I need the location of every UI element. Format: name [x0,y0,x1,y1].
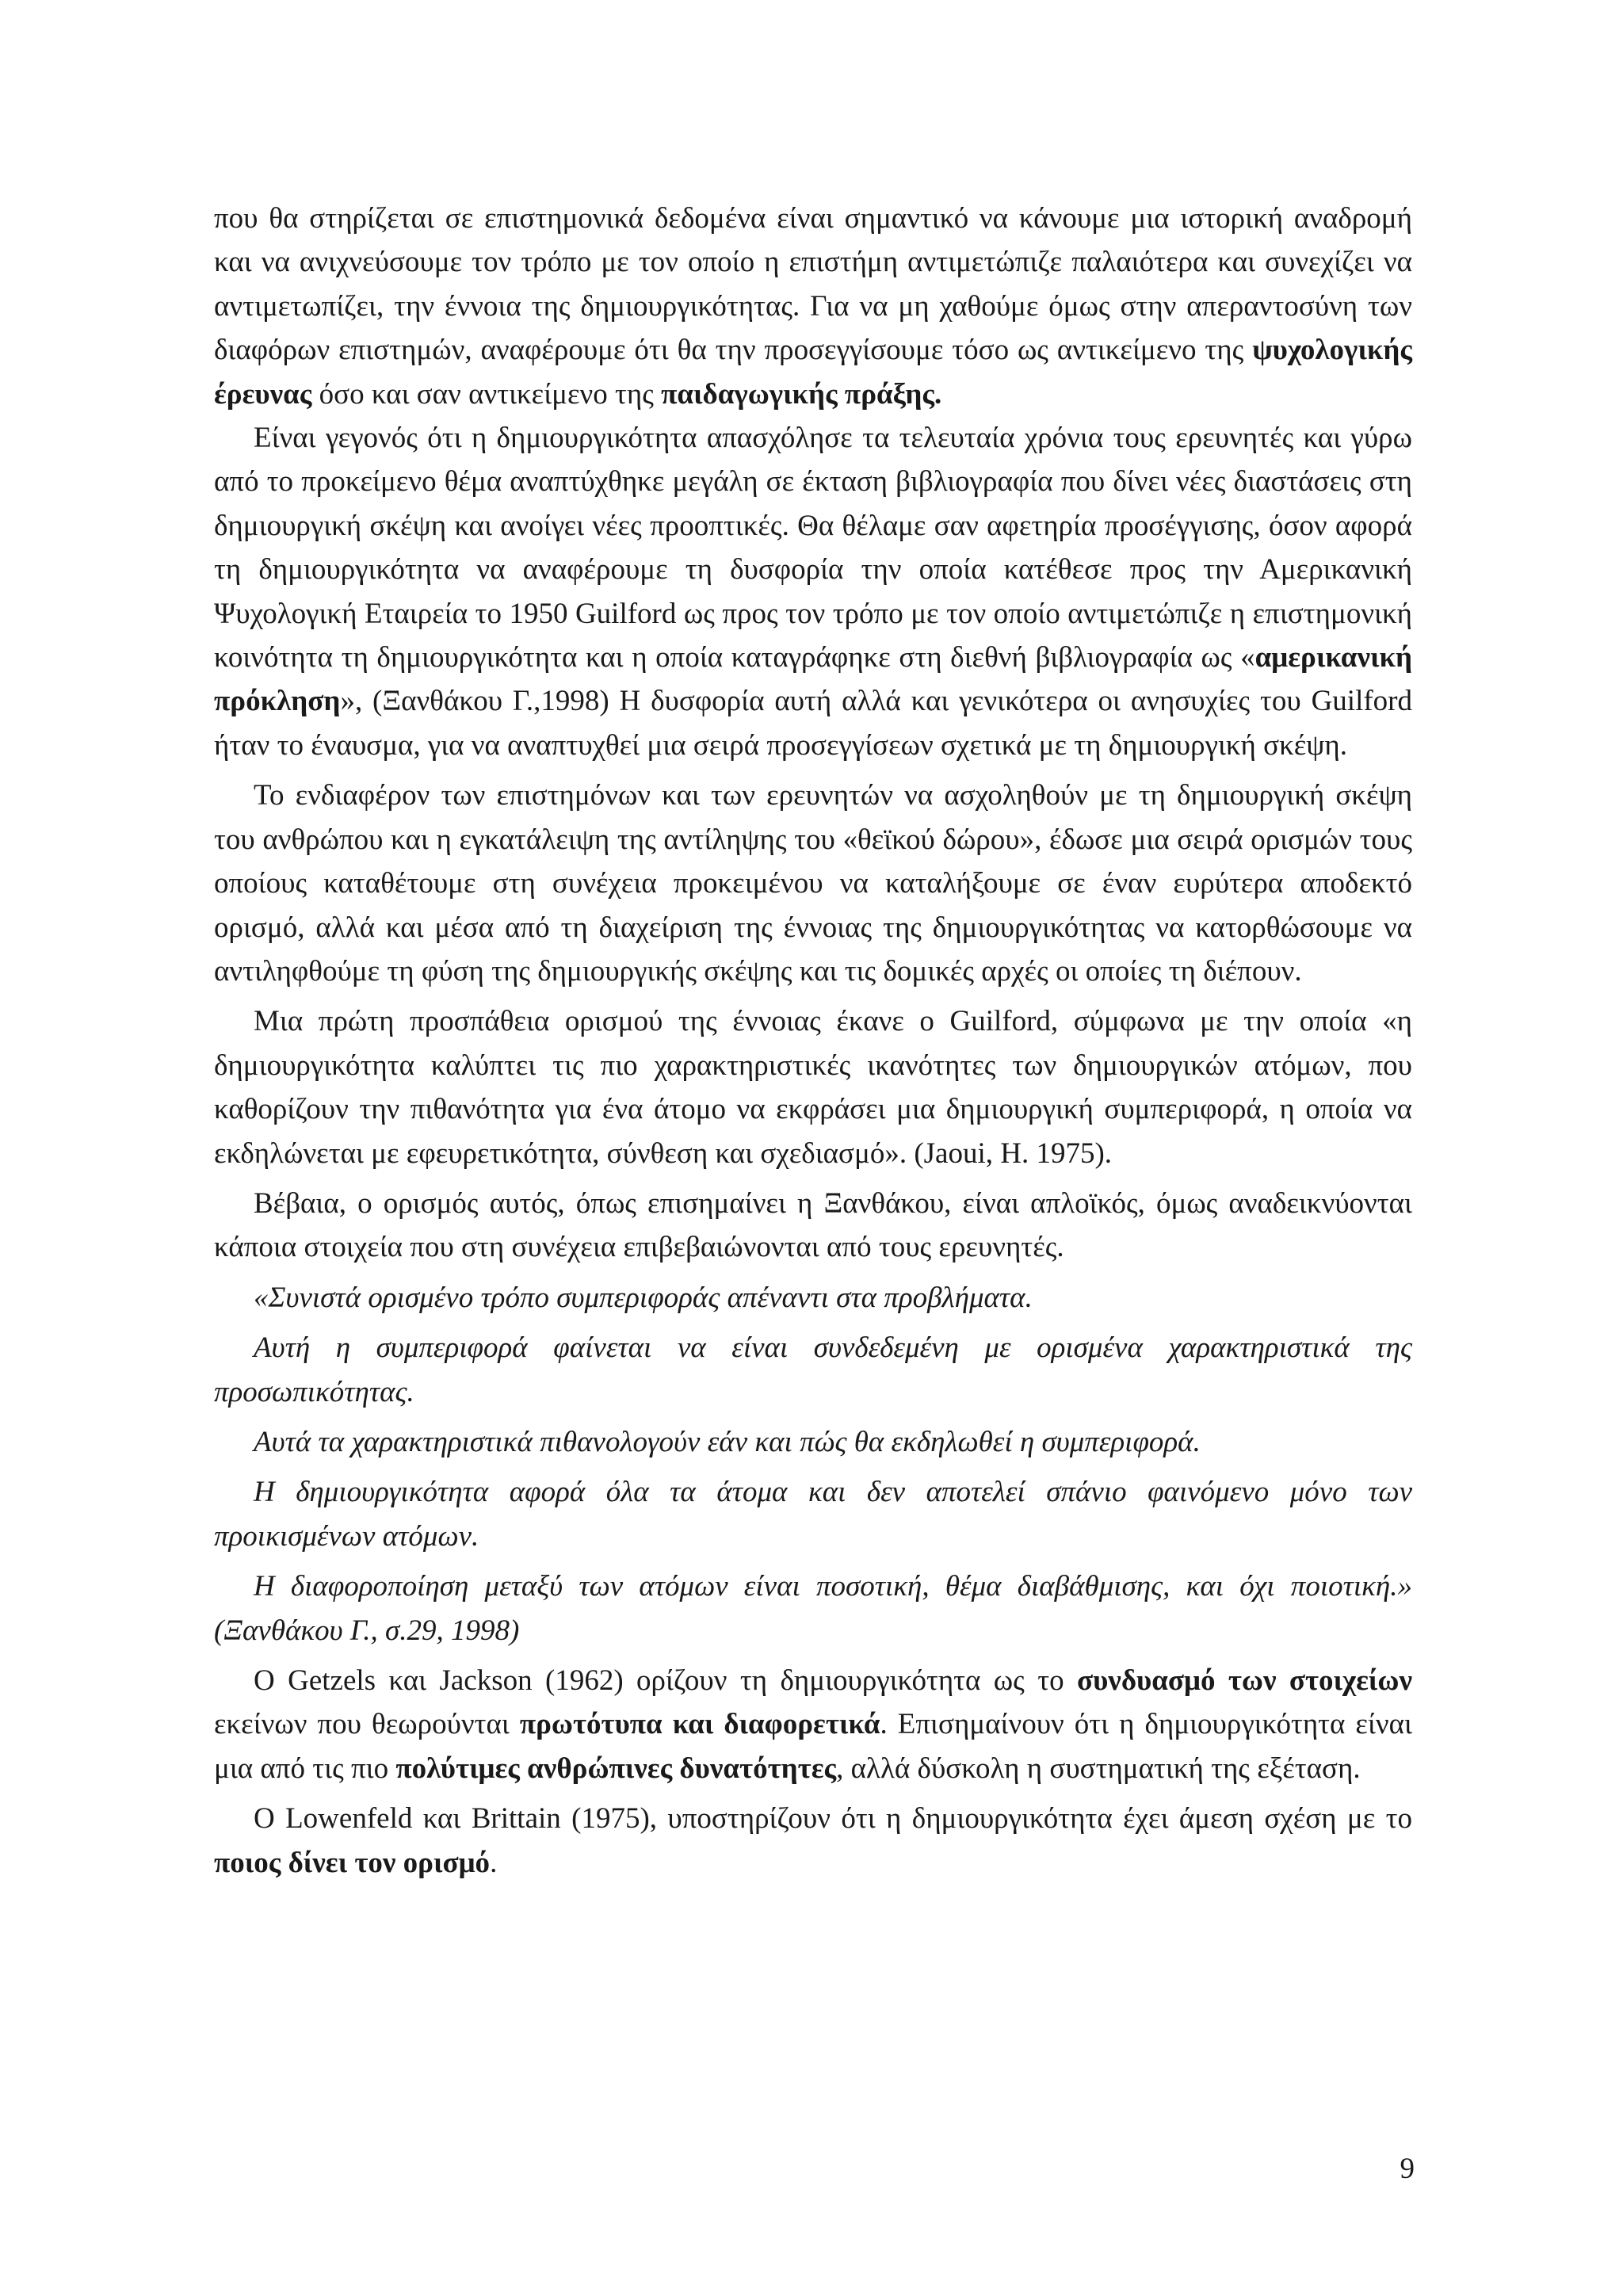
paragraph-4: Μια πρώτη προσπάθεια ορισμού της έννοιας έκανε ο Guilford, σύμφωνα με την οποία «η δημιουργικότητα καλύπτει τις πιο χαρακτηριστικές ικανότητες των δημιουργικών ατόμων, που καθορίζουν την πιθανότητα για ένα άτομο να εκφράσει μια δημιουργική συμπεριφορά, η οποία να εκδηλώνεται με εφευρετικότητα, σύνθεση και σχεδιασμό». (Jaoui, H. 1975). [214,1005,1412,1170]
paragraph-6: Ο Getzels και Jackson (1962) ορίζουν τη δημιουργικότητα ως το συνδυασμό των στοιχείων εκείνων που θεωρούνται πρωτότυπα και διαφορετικά. Επισημαίνουν ότι η δημιουργικότητα είναι μια από τις πιο πολύτιμες ανθρώπινες δυνατότητες, αλλά δύσκολη η συστηματική της εξέταση. [214,1664,1412,1785]
page-body [214,197,1412,1885]
page-number: 9 [1400,2153,1415,2185]
bold-term: αμερικανική πρόκληση [214,641,1412,718]
bold-term: ποιος δίνει τον ορισμό [214,1846,491,1879]
bold-term: πολύτιμες ανθρώπινες δυνατότητες [395,1752,837,1785]
quote-line-1: «Συνιστά ορισμένο τρόπο συμπεριφοράς απέναντι στα προβλήματα. [254,1281,1033,1314]
paragraph-2: Είναι γεγονός ότι η δημιουργικότητα απασχόλησε τα τελευταία χρόνια τους ερευνητές και γύρω από το προκείμενο θέμα αναπτύχθηκε μεγάλη σε έκταση βιβλιογραφία που δίνει νέες διαστάσεις στη δημιουργική σκέψη και ανοίγει νέες προοπτικές. Θα θέλαμε σαν αφετηρία προσέγγισης, όσον αφορά τη δημιουργικότητα να αναφέρουμε τη δυσφορία την οποία κατέθεσε προς την Αμερικανική Ψυχολογική Εταιρεία το 1950 Guilford ως προς τον τρόπο με τον οποίο αντιμετώπιζε η επιστημονική κοινότητα τη δημιουργικότητα και η οποία καταγράφηκε στη διεθνή βιβλιογραφία ως «αμερικανική πρόκληση», (Ξανθάκου Γ.,1998) Η δυσφορία αυτή αλλά και γενικότερα οι ανησυχίες του Guilford ήταν το έναυσμα, για να αναπτυχθεί μια σειρά προσεγγίσεων σχετικά με τη δημιουργική σκέψη. [214,422,1412,762]
quote-line-2: Αυτή η συμπεριφορά φαίνεται να είναι συνδεδεμένη με ορισμένα χαρακτηριστικά της προσωπικότητας. [214,1331,1412,1408]
paragraph-3: Το ενδιαφέρον των επιστημόνων και των ερευνητών να ασχοληθούν με τη δημιουργική σκέψη του ανθρώπου και η εγκατάλειψη της αντίληψης του «θεϊκού δώρου», έδωσε μια σειρά ορισμών τους οποίους καταθέτουμε στη συνέχεια προκειμένου να καταλήξουμε σε έναν ευρύτερα αποδεκτό ορισμό, αλλά και μέσα από τη διαχείριση της έννοιας της δημιουργικότητας να κατορθώσουμε να αντιληφθούμε τη φύση της δημιουργικής σκέψης και τις δομικές αρχές οι οποίες τη διέπουν. [214,779,1412,988]
quote-line-3: Αυτά τα χαρακτηριστικά πιθανολογούν εάν και πώς θα εκδηλωθεί η συμπεριφορά. [254,1425,1201,1458]
paragraph-5: Βέβαια, ο ορισμός αυτός, όπως επισημαίνει η Ξανθάκου, είναι απλοϊκός, όμως αναδεικνύονται κάποια στοιχεία που στη συνέχεια επιβεβαιώνονται από τους ερευνητές. [214,1186,1412,1264]
bold-term: πρωτότυπα και διαφορετικά [519,1708,880,1741]
bold-term: ψυχολογικής έρευνας [214,334,1412,411]
quote-line-5: Η διαφοροποίηση μεταξύ των ατόμων είναι ποσοτική, θέμα διαβάθμισης, και όχι ποιοτική.» (Ξανθάκου Γ., σ.29, 1998) [214,1570,1412,1647]
quote-line-4: Η δημιουργικότητα αφορά όλα τα άτομα και δεν αποτελεί σπάνιο φαινόμενο μόνο των προικισμένων ατόμων. [214,1476,1412,1553]
bold-term: συνδυασμό των στοιχείων [1076,1664,1412,1697]
paragraph-1: που θα στηρίζεται σε επιστημονικά δεδομένα είναι σημαντικό να κάνουμε μια ιστορική αναδρομή και να ανιχνεύσουμε τον τρόπο με τον οποίο η επιστήμη αντιμετώπιζε παλαιότερα και συνεχίζει να αντιμετωπίζει, την έννοια της δημιουργικότητας. Για να μη χαθούμε όμως στην απεραντοσύνη των διαφόρων επιστημών, αναφέρουμε ότι θα την προσεγγίσουμε τόσο ως αντικείμενο της ψυχολογικής έρευνας όσο και σαν αντικείμενο της παιδαγωγικής πράξης. [214,202,1412,411]
paragraph-7: Ο Lowenfeld και Brittain (1975), υποστηρίζουν ότι η δημιουργικότητα έχει άμεση σχέση με το ποιος δίνει τον ορισμό. [214,1802,1412,1879]
bold-term: παιδαγωγικής πράξης. [661,377,942,411]
